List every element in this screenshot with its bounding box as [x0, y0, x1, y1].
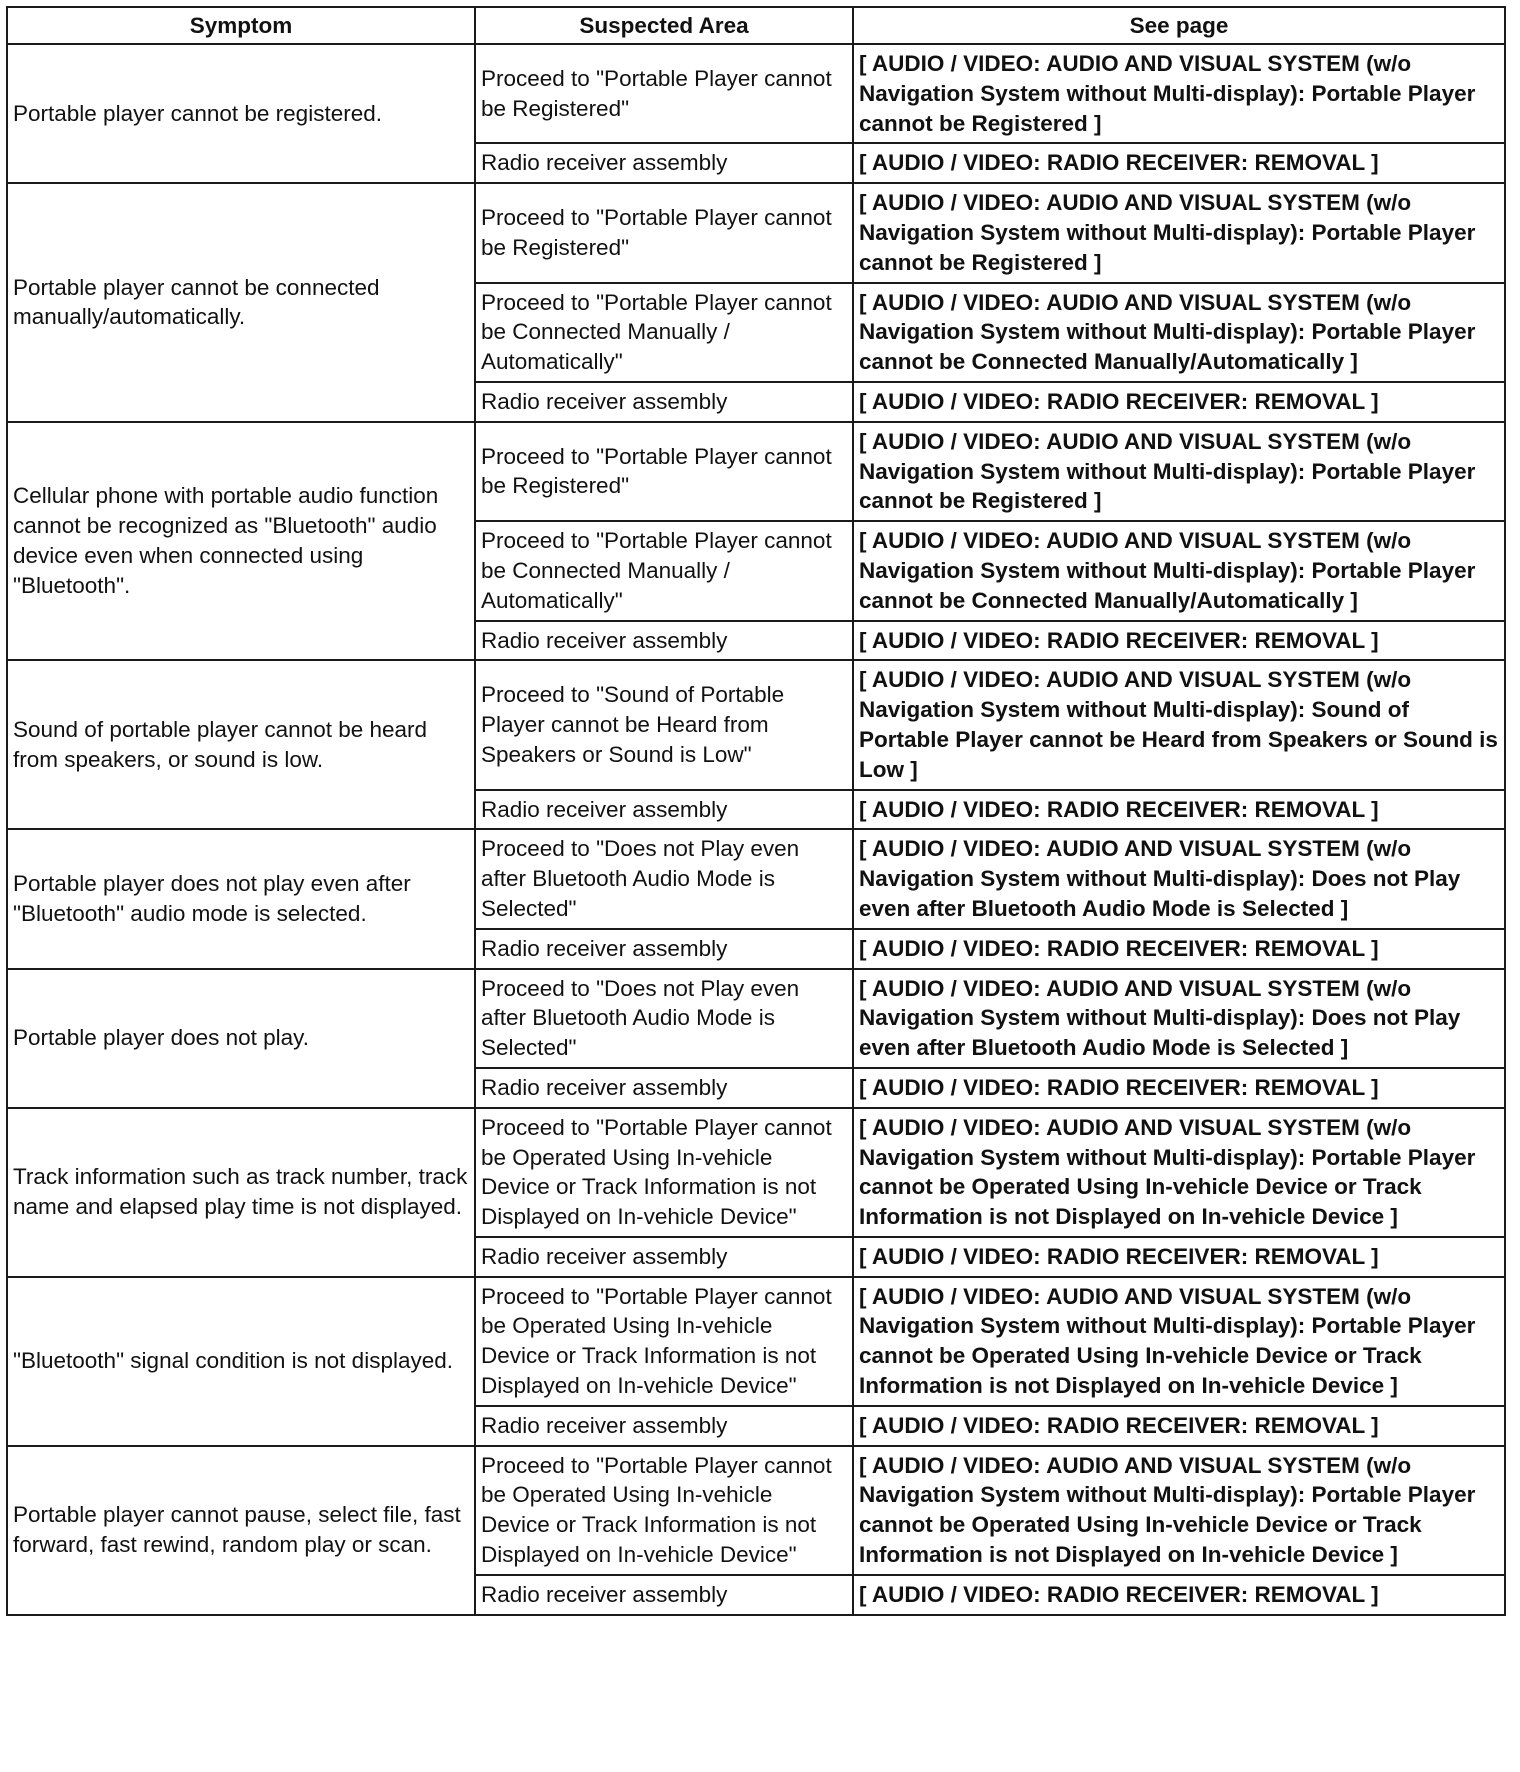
suspected-area-cell: Radio receiver assembly — [475, 790, 853, 830]
see-page-link[interactable]: [ AUDIO / VIDEO: RADIO RECEIVER: REMOVAL ] — [853, 790, 1505, 830]
see-page-link[interactable]: [ AUDIO / VIDEO: RADIO RECEIVER: REMOVAL ] — [853, 1237, 1505, 1277]
suspected-area-cell: Radio receiver assembly — [475, 382, 853, 422]
header-row — [7, 7, 1505, 44]
suspected-area-cell: Proceed to "Portable Player cannot be Registered" — [475, 183, 853, 282]
suspected-area-cell: Radio receiver assembly — [475, 143, 853, 183]
header-see-page: See page — [853, 7, 1505, 44]
symptom-cell: "Bluetooth" signal condition is not displayed. — [7, 1277, 475, 1446]
table-row — [7, 969, 1505, 1068]
suspected-area-cell: Radio receiver assembly — [475, 621, 853, 661]
table-row — [7, 1446, 1505, 1575]
suspected-area-cell: Proceed to "Portable Player cannot be Operated Using In-vehicle Device or Track Information is not Displayed on In-vehicle Device" — [475, 1108, 853, 1237]
suspected-area-cell: Proceed to "Portable Player cannot be Registered" — [475, 422, 853, 521]
header-symptom: Symptom — [7, 7, 475, 44]
see-page-link[interactable]: [ AUDIO / VIDEO: AUDIO AND VISUAL SYSTEM (w/o Navigation System without Multi-display): Does not Play even after Bluetooth Audio Mode is Selected ] — [853, 969, 1505, 1068]
suspected-area-cell: Radio receiver assembly — [475, 1575, 853, 1615]
symptom-cell: Portable player cannot be registered. — [7, 44, 475, 183]
header-suspected-area: Suspected Area — [475, 7, 853, 44]
see-page-link[interactable]: [ AUDIO / VIDEO: RADIO RECEIVER: REMOVAL ] — [853, 1068, 1505, 1108]
table-row — [7, 422, 1505, 521]
troubleshooting-table — [6, 6, 1506, 1616]
see-page-link[interactable]: [ AUDIO / VIDEO: RADIO RECEIVER: REMOVAL ] — [853, 929, 1505, 969]
see-page-link[interactable]: [ AUDIO / VIDEO: RADIO RECEIVER: REMOVAL ] — [853, 1575, 1505, 1615]
suspected-area-cell: Proceed to "Portable Player cannot be Connected Manually / Automatically" — [475, 521, 853, 620]
symptom-cell: Portable player cannot be connected manually/automatically. — [7, 183, 475, 422]
suspected-area-cell: Radio receiver assembly — [475, 1406, 853, 1446]
see-page-link[interactable]: [ AUDIO / VIDEO: RADIO RECEIVER: REMOVAL ] — [853, 382, 1505, 422]
table-row — [7, 44, 1505, 143]
see-page-link[interactable]: [ AUDIO / VIDEO: AUDIO AND VISUAL SYSTEM (w/o Navigation System without Multi-display): Portable Player cannot be Connected Manually/Automatically ] — [853, 521, 1505, 620]
suspected-area-cell: Proceed to "Does not Play even after Bluetooth Audio Mode is Selected" — [475, 829, 853, 928]
suspected-area-cell: Proceed to "Portable Player cannot be Registered" — [475, 44, 853, 143]
suspected-area-cell: Proceed to "Sound of Portable Player cannot be Heard from Speakers or Sound is Low" — [475, 660, 853, 789]
see-page-link[interactable]: [ AUDIO / VIDEO: AUDIO AND VISUAL SYSTEM (w/o Navigation System without Multi-display): Portable Player cannot be Operated Using In-vehicle Device or Track Information is not Displayed on In-vehicle Device ] — [853, 1446, 1505, 1575]
troubleshooting-table-container — [6, 6, 1504, 1616]
suspected-area-cell: Proceed to "Portable Player cannot be Operated Using In-vehicle Device or Track Information is not Displayed on In-vehicle Device" — [475, 1446, 853, 1575]
symptom-cell: Portable player does not play. — [7, 969, 475, 1108]
see-page-link[interactable]: [ AUDIO / VIDEO: AUDIO AND VISUAL SYSTEM (w/o Navigation System without Multi-display): Does not Play even after Bluetooth Audio Mode is Selected ] — [853, 829, 1505, 928]
see-page-link[interactable]: [ AUDIO / VIDEO: AUDIO AND VISUAL SYSTEM (w/o Navigation System without Multi-display): Portable Player cannot be Operated Using In-vehicle Device or Track Information is not Displayed on In-vehicle Device ] — [853, 1108, 1505, 1237]
see-page-link[interactable]: [ AUDIO / VIDEO: RADIO RECEIVER: REMOVAL ] — [853, 621, 1505, 661]
suspected-area-cell: Proceed to "Portable Player cannot be Operated Using In-vehicle Device or Track Information is not Displayed on In-vehicle Device" — [475, 1277, 853, 1406]
see-page-link[interactable]: [ AUDIO / VIDEO: AUDIO AND VISUAL SYSTEM (w/o Navigation System without Multi-display): Portable Player cannot be Registered ] — [853, 422, 1505, 521]
table-row — [7, 1277, 1505, 1406]
table-row — [7, 183, 1505, 282]
table-body — [7, 44, 1505, 1615]
symptom-cell: Track information such as track number, track name and elapsed play time is not displayed. — [7, 1108, 475, 1277]
symptom-cell: Portable player cannot pause, select file, fast forward, fast rewind, random play or scan. — [7, 1446, 475, 1615]
see-page-link[interactable]: [ AUDIO / VIDEO: RADIO RECEIVER: REMOVAL ] — [853, 1406, 1505, 1446]
suspected-area-cell: Radio receiver assembly — [475, 929, 853, 969]
see-page-link[interactable]: [ AUDIO / VIDEO: RADIO RECEIVER: REMOVAL ] — [853, 143, 1505, 183]
see-page-link[interactable]: [ AUDIO / VIDEO: AUDIO AND VISUAL SYSTEM (w/o Navigation System without Multi-display): Portable Player cannot be Operated Using In-vehicle Device or Track Information is not Displayed on In-vehicle Device ] — [853, 1277, 1505, 1406]
table-row — [7, 829, 1505, 928]
symptom-cell: Sound of portable player cannot be heard from speakers, or sound is low. — [7, 660, 475, 829]
suspected-area-cell: Proceed to "Portable Player cannot be Connected Manually / Automatically" — [475, 283, 853, 382]
symptom-cell: Cellular phone with portable audio function cannot be recognized as "Bluetooth" audio device even when connected using "Bluetooth". — [7, 422, 475, 661]
suspected-area-cell: Proceed to "Does not Play even after Bluetooth Audio Mode is Selected" — [475, 969, 853, 1068]
suspected-area-cell: Radio receiver assembly — [475, 1068, 853, 1108]
suspected-area-cell: Radio receiver assembly — [475, 1237, 853, 1277]
see-page-link[interactable]: [ AUDIO / VIDEO: AUDIO AND VISUAL SYSTEM (w/o Navigation System without Multi-display): Portable Player cannot be Connected Manually/Automatically ] — [853, 283, 1505, 382]
symptom-cell: Portable player does not play even after "Bluetooth" audio mode is selected. — [7, 829, 475, 968]
see-page-link[interactable]: [ AUDIO / VIDEO: AUDIO AND VISUAL SYSTEM (w/o Navigation System without Multi-display): Sound of Portable Player cannot be Heard from Speakers or Sound is Low ] — [853, 660, 1505, 789]
see-page-link[interactable]: [ AUDIO / VIDEO: AUDIO AND VISUAL SYSTEM (w/o Navigation System without Multi-display): Portable Player cannot be Registered ] — [853, 44, 1505, 143]
see-page-link[interactable]: [ AUDIO / VIDEO: AUDIO AND VISUAL SYSTEM (w/o Navigation System without Multi-display): Portable Player cannot be Registered ] — [853, 183, 1505, 282]
table-row — [7, 660, 1505, 789]
table-row — [7, 1108, 1505, 1237]
